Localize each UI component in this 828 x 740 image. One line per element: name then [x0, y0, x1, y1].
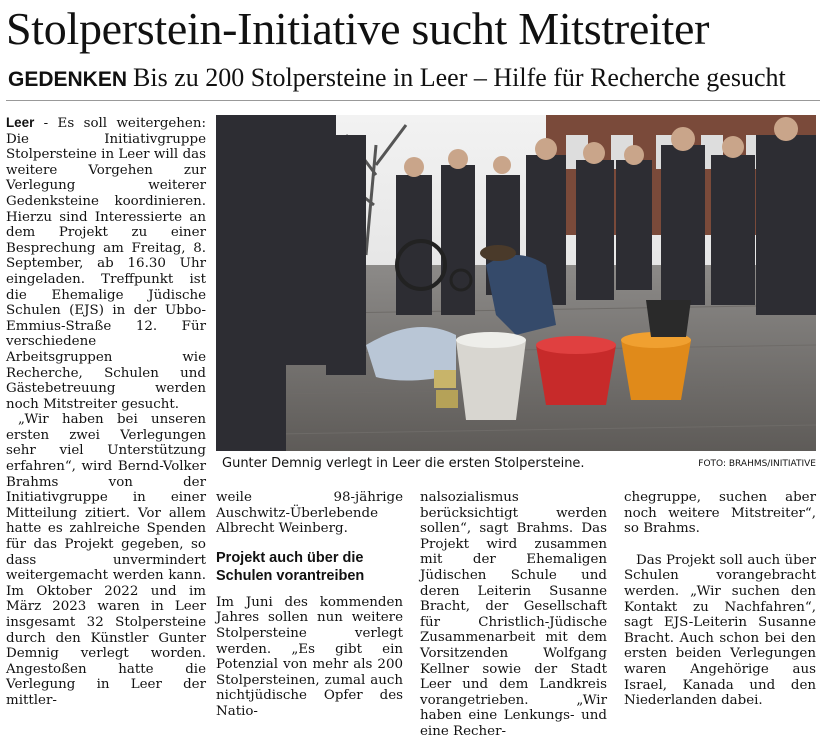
article-column-1	[6, 115, 206, 709]
paragraph-gap	[624, 537, 816, 553]
article-column-3	[420, 490, 607, 740]
article-column-2	[216, 490, 403, 720]
stolperstein-ceremony-image	[216, 115, 816, 451]
subhead-text: Bis zu 200 Stolpersteine in Leer – Hilfe für Recherche gesucht	[133, 63, 786, 92]
dateline-location: Leer	[6, 115, 35, 130]
body-paragraph: chegruppe, suchen aber noch weitere Mitstreiter“, so Brahms.	[624, 490, 816, 537]
article-photo	[216, 115, 816, 451]
photo-credit: FOTO: BRAHMS/INITIATIVE	[698, 459, 816, 469]
body-paragraph: nalsozialismus berücksichtigt werden sollen“, sagt Brahms. Das Projekt wird zusammen mit der Ehemaligen Jüdischen Schule und deren Leiterin Susanne Bracht, der Gesellschaft für Christlich-Jüdische Zusammenarbeit mit dem Vorsitzenden Wolfgang Kellner sowie der Stadt Leer und dem Landkreis vorangetrieben. „Wir haben eine Lenkungs- und eine Recher-	[420, 490, 607, 739]
body-paragraph: Das Projekt soll auch über Schulen vorangebracht werden. „Wir suchen den Kontakt zu Nachfahren“, sagt EJS-Leiterin Susanne Bracht. Auch schon bei den ersten beiden Verlegungen waren Angehörige aus Israel, Kanada und den Niederlanden dabei.	[624, 552, 816, 709]
lead-text: - Es soll weitergehen: Die Initiativgruppe Stolpersteine in Leer will das weitere Vorgehen zur Verlegung weiterer Gedenksteine koordinieren. Hierzu sind Interessierte an dem Projekt zu einer Besprechung am Freitag, 8. September, ab 16.30 Uhr eingeladen. Treffpunkt ist die Ehemalige Jüdische Schulen (EJS) in der Ubbo-Emmius-Straße 12. Für verschiedene Arbeitsgruppen wie Recherche, Schulen und Gästebetreuung werden noch Mitstreiter gesucht.	[6, 116, 206, 412]
body-paragraph: „Wir haben bei unseren ersten zwei Verlegungen sehr viel Unterstützung erfahren“, wird Bernd-Volker Brahms von der Initiativgruppe in einer Mitteilung zitiert. Vor allem hatte es zahlreiche Spenden für das Projekt gegeben, so dass unvermindert weitergemacht werden kann. Im Oktober 2022 und im März 2023 waren in Leer insgesamt 32 Stolpersteine durch den Künstler Gunter Demnig verlegt worden. Angestoßen hatte die Verlegung in Leer der mittler-	[6, 412, 206, 708]
article-headline: Stolperstein-Initiative sucht Mitstreiter	[6, 3, 710, 54]
body-paragraph: Im Juni des kommenden Jahres sollen nun weitere Stolpersteine verlegt werden. „Es gibt ein Potenzial von mehr als 200 Stolpersteinen, zumal auch nichtjüdische Opfer des Natio-	[216, 594, 403, 719]
body-paragraph: weile 98-jährige Auschwitz-Überlebende Albrecht Weinberg.	[216, 490, 403, 537]
section-subheading: Projekt auch über die Schulen vorantreiben	[216, 549, 365, 584]
subhead-kicker: GEDENKEN	[8, 68, 128, 91]
lead-paragraph	[6, 115, 206, 412]
article-column-4	[624, 490, 816, 709]
photo-caption: Gunter Demnig verlegt in Leer die ersten Stolpersteine.	[222, 456, 585, 471]
article-subhead	[8, 62, 820, 96]
header-divider	[6, 100, 820, 101]
